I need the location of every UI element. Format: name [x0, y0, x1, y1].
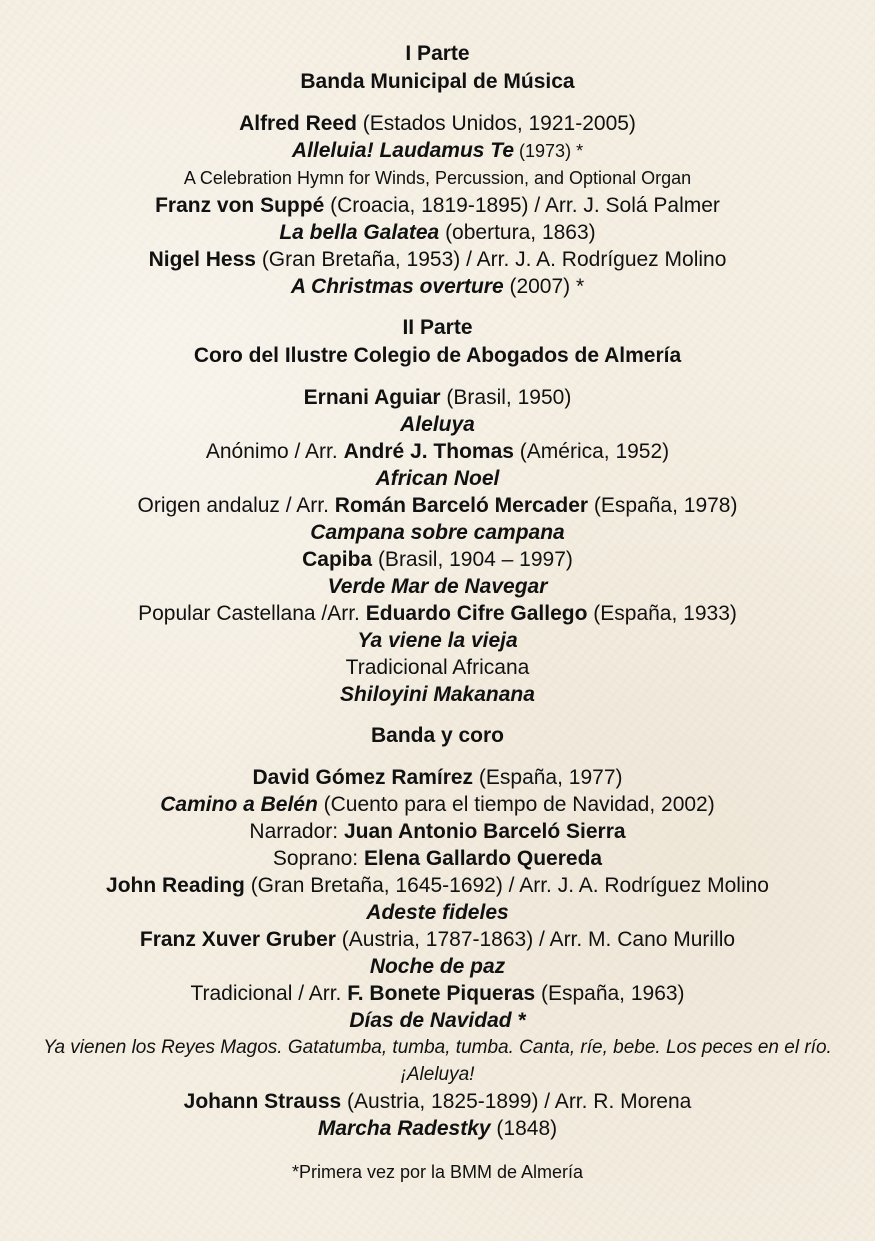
hess-title: A Christmas overture	[290, 275, 504, 298]
strauss-year: (1848)	[490, 1117, 558, 1140]
gruber-title: Noche de paz	[369, 955, 506, 978]
capiba-info: (Brasil, 1904 – 1997)	[372, 548, 573, 571]
gomez-info: (España, 1977)	[473, 766, 623, 789]
thomas-title: African Noel	[375, 467, 500, 490]
aguiar-info: (Brasil, 1950)	[440, 386, 572, 409]
part3-heading: Banda y coro	[370, 724, 505, 747]
thomas-info: (América, 1952)	[513, 440, 670, 463]
bonete-prefix: Tradicional / Arr.	[190, 982, 348, 1005]
barcelo-line	[0, 492, 875, 519]
barcelo-prefix: Origen andaluz / Arr.	[137, 494, 335, 517]
strauss-title-line	[0, 1115, 875, 1142]
trad-title: Shiloyini Makanana	[340, 683, 535, 706]
gomez-title: Camino a Belén	[160, 793, 318, 816]
strauss-composer: Johann Strauss	[183, 1090, 342, 1113]
thomas-line	[0, 438, 875, 465]
trad-origin: Tradicional Africana	[345, 656, 530, 679]
capiba-title: Verde Mar de Navegar	[327, 575, 548, 598]
reed-line	[0, 110, 875, 137]
aguiar-composer: Ernani Aguiar	[303, 386, 441, 409]
cifre-info: (España, 1933)	[587, 602, 737, 625]
reed-info: (Estados Unidos, 1921-2005)	[356, 112, 636, 135]
strauss-line	[0, 1088, 875, 1115]
gruber-info: (Austria, 1787-1863) / Arr. M. Cano Murillo	[335, 928, 736, 951]
suppe-info: (Croacia, 1819-1895) / Arr. J. Solá Palmer	[324, 194, 720, 217]
part1-ensemble: Banda Municipal de Música	[300, 70, 575, 93]
narrator-line	[0, 818, 875, 845]
reed-composer: Alfred Reed	[239, 112, 357, 135]
gomez-desc: (Cuento para el tiempo de Navidad, 2002)	[317, 793, 715, 816]
strauss-title: Marcha Radestky	[317, 1117, 491, 1140]
part1-heading: I Parte	[405, 42, 470, 65]
part2-heading: II Parte	[402, 316, 473, 339]
suppe-line	[0, 192, 875, 219]
reading-title: Adeste fideles	[366, 901, 509, 924]
cifre-title: Ya viene la vieja	[357, 629, 518, 652]
gomez-line	[0, 764, 875, 791]
reading-line	[0, 872, 875, 899]
hess-line	[0, 246, 875, 273]
soprano-line	[0, 845, 875, 872]
reading-info: (Gran Bretaña, 1645-1692) / Arr. J. A. Rodríguez Molino	[244, 874, 769, 897]
suppe-title: La bella Galatea	[279, 221, 440, 244]
hess-title-line	[0, 273, 875, 300]
bonete-composer: F. Bonete Piqueras	[347, 982, 536, 1005]
footnote: *Primera vez por la BMM de Almería	[291, 1162, 584, 1182]
part2-ensemble: Coro del Ilustre Colegio de Abogados de Almería	[193, 344, 682, 367]
thomas-prefix: Anónimo / Arr.	[205, 440, 344, 463]
barcelo-composer: Román Barceló Mercader	[334, 494, 589, 517]
gomez-composer: David Gómez Ramírez	[252, 766, 474, 789]
reed-title: Alleluia! Laudamus Te	[291, 139, 515, 162]
bonete-line	[0, 980, 875, 1007]
reading-composer: John Reading	[106, 874, 245, 897]
suppe-title-line	[0, 219, 875, 246]
soprano-name: Elena Gallardo Quereda	[363, 847, 603, 870]
aguiar-title: Aleluya	[400, 413, 475, 436]
reed-year: (1973) *	[514, 141, 584, 161]
gruber-composer: Franz Xuver Gruber	[139, 928, 336, 951]
suppe-composer: Franz von Suppé	[155, 194, 325, 217]
bonete-info: (España, 1963)	[535, 982, 685, 1005]
cifre-prefix: Popular Castellana /Arr.	[138, 602, 366, 625]
thomas-composer: André J. Thomas	[343, 440, 514, 463]
gomez-title-line	[0, 791, 875, 818]
reed-title-line	[0, 137, 875, 165]
suppe-year: (obertura, 1863)	[439, 221, 596, 244]
narrator-label: Narrador:	[249, 820, 344, 843]
bonete-title: Días de Navidad *	[349, 1009, 526, 1032]
hess-composer: Nigel Hess	[148, 248, 256, 271]
cifre-line	[0, 600, 875, 627]
gruber-line	[0, 926, 875, 953]
capiba-composer: Capiba	[302, 548, 373, 571]
cifre-composer: Eduardo Cifre Gallego	[365, 602, 588, 625]
bonete-songs: Ya vienen los Reyes Magos. Gatatumba, tumba, tumba. Canta, ríe, bebe. Los peces en el río. ¡Aleluya!	[43, 1037, 832, 1085]
narrator-name: Juan Antonio Barceló Sierra	[343, 820, 626, 843]
aguiar-line	[0, 384, 875, 411]
hess-info: (Gran Bretaña, 1953) / Arr. J. A. Rodríguez Molino	[255, 248, 727, 271]
hess-year: (2007) *	[503, 275, 585, 298]
reed-subtitle: A Celebration Hymn for Winds, Percussion, and Optional Organ	[183, 168, 692, 188]
soprano-label: Soprano:	[272, 847, 364, 870]
barcelo-title: Campana sobre campana	[310, 521, 565, 544]
barcelo-info: (España, 1978)	[588, 494, 738, 517]
strauss-info: (Austria, 1825-1899) / Arr. R. Morena	[341, 1090, 692, 1113]
capiba-line	[0, 546, 875, 573]
